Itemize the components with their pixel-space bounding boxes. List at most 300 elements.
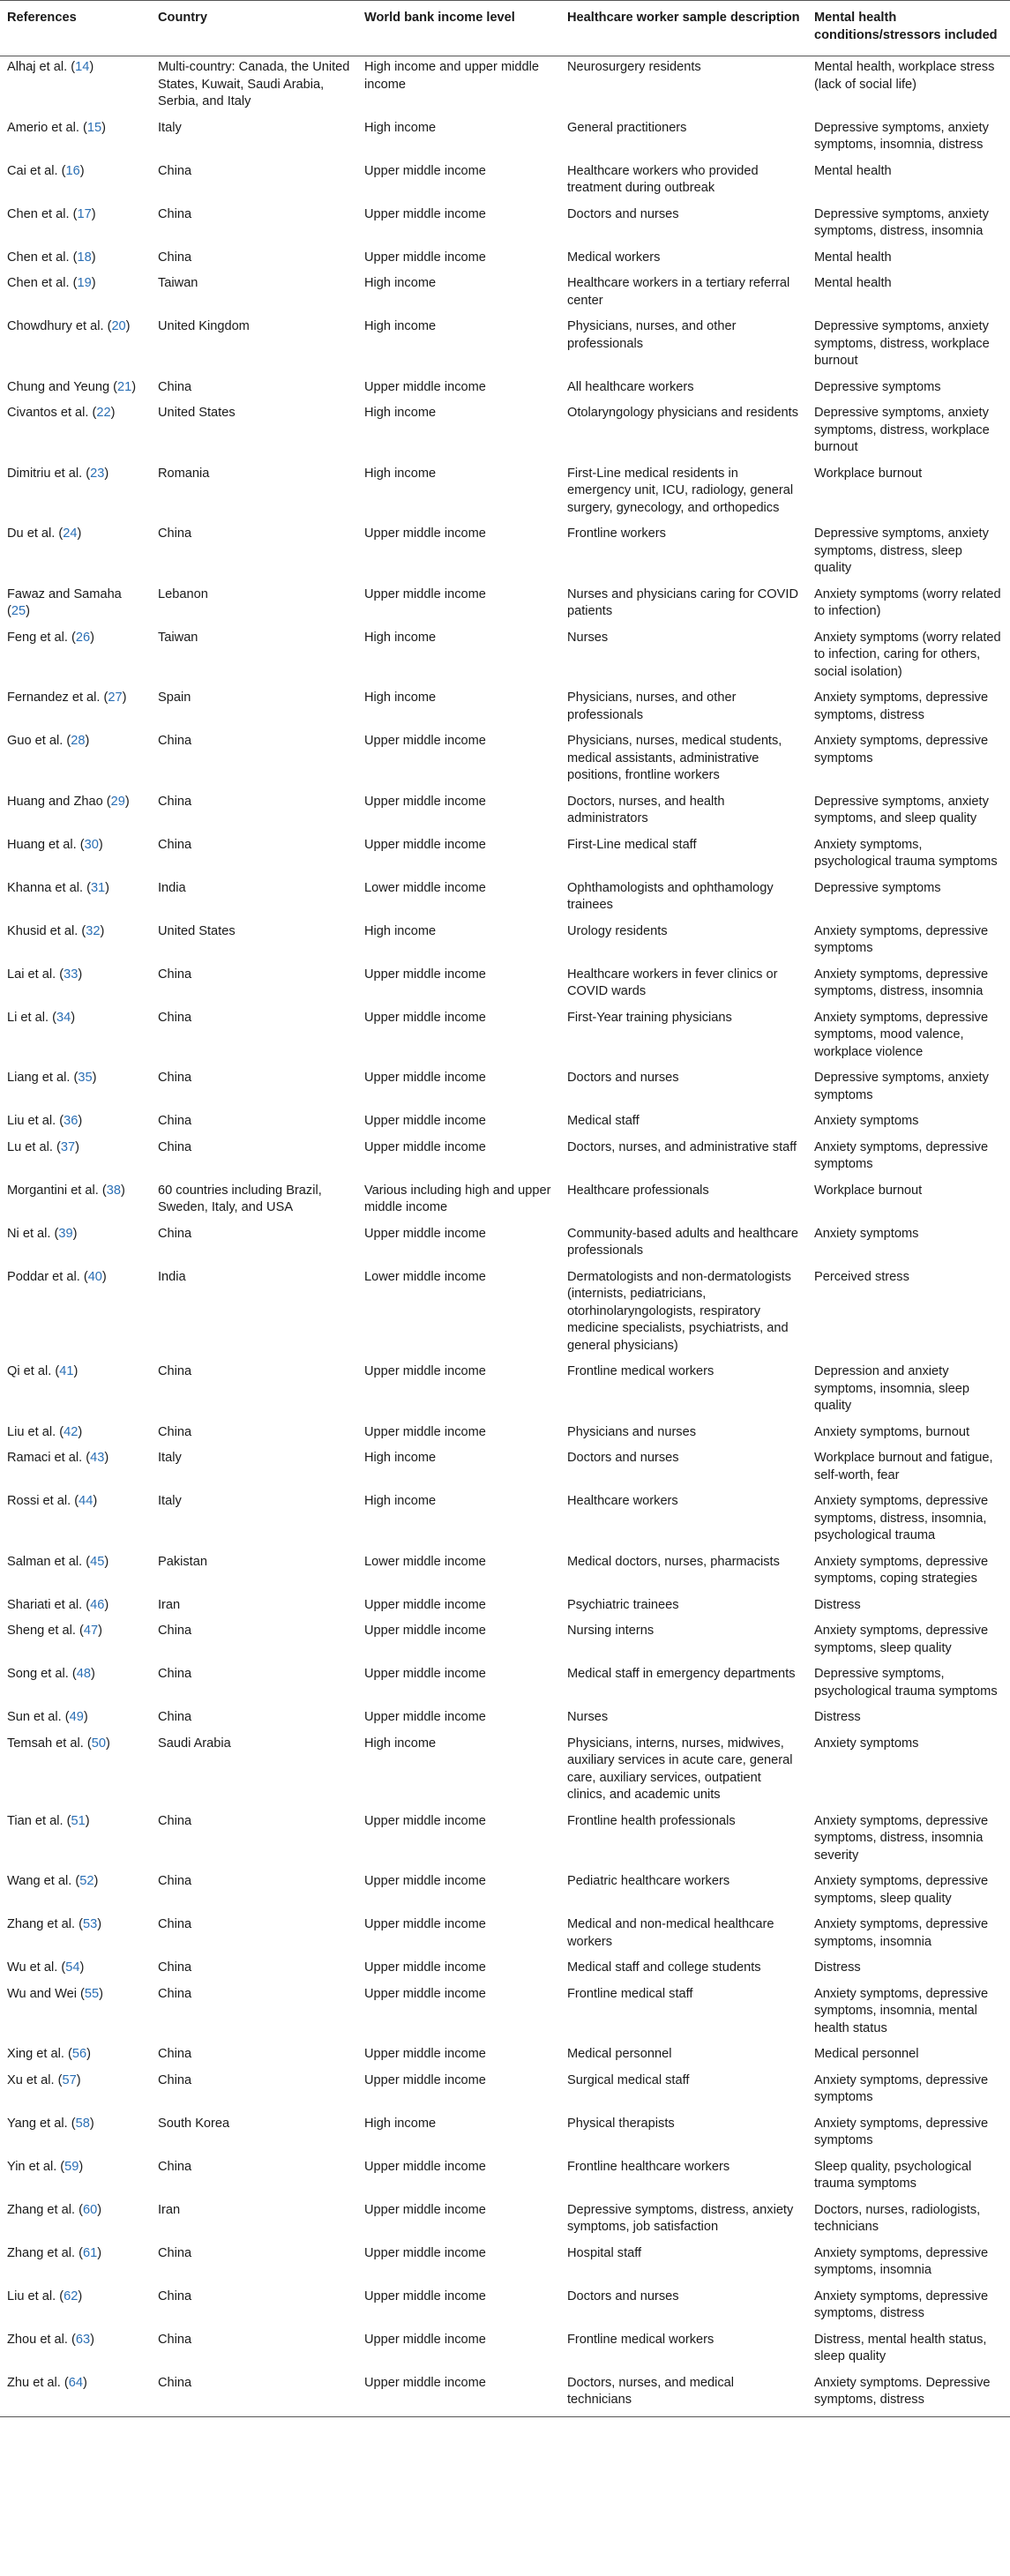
reference-cell: Yin et al. (59): [7, 2159, 84, 2174]
reference-cell: Morgantini et al. (38): [7, 1183, 125, 1198]
country-cell: China: [158, 1986, 192, 2001]
conditions-cell: Anxiety symptoms, depressive symptoms, distress: [814, 2289, 989, 2320]
conditions-cell: Anxiety symptoms, depressive symptoms, distress, insomnia, psychological trauma: [814, 1494, 989, 1542]
sample-description-cell: First-Line medical staff: [567, 837, 697, 852]
conditions-cell: Workplace burnout: [814, 1183, 923, 1198]
country-cell: United States: [158, 923, 236, 938]
reference-number-link[interactable]: 20: [111, 319, 126, 333]
sample-description-cell: Medical workers: [567, 250, 661, 265]
table-row: [0, 247, 1010, 273]
table-row: [0, 2043, 1010, 2070]
sample-description-cell: Otolaryngology physicians and residents: [567, 406, 799, 420]
reference-number-link[interactable]: 17: [77, 206, 92, 221]
conditions-cell: Depressive symptoms, anxiety symptoms, distress, workplace burnout: [814, 406, 990, 454]
country-cell: Taiwan: [158, 276, 198, 290]
reference-number-link[interactable]: 44: [79, 1494, 94, 1508]
country-cell: China: [158, 1114, 192, 1128]
table-row: [0, 2113, 1010, 2156]
country-cell: India: [158, 1269, 186, 1284]
reference-cell: Wu et al. (54): [7, 1960, 85, 1975]
table-row: [0, 1180, 1010, 1223]
income-level-cell: High income: [364, 319, 437, 333]
reference-number-link[interactable]: 30: [84, 837, 99, 852]
reference-name: Shariati et al.: [7, 1597, 83, 1612]
reference-cell: Chen et al. (18): [7, 250, 96, 265]
reference-number-link[interactable]: 52: [79, 1874, 94, 1888]
reference-cell: Yang et al. (58): [7, 2116, 94, 2131]
sample-description-cell: Healthcare professionals: [567, 1183, 709, 1198]
income-level-cell: Upper middle income: [364, 967, 486, 982]
country-cell: 60 countries including Brazil, Sweden, Italy, and USA: [158, 1183, 322, 1214]
reference-cell: Liu et al. (36): [7, 1114, 83, 1128]
conditions-cell: Mental health: [814, 163, 892, 178]
income-level-cell: High income and upper middle income: [364, 60, 539, 92]
reference-number-link[interactable]: 45: [90, 1554, 105, 1569]
income-level-cell: Upper middle income: [364, 206, 486, 221]
income-level-cell: High income: [364, 1451, 437, 1465]
country-cell: Spain: [158, 691, 191, 705]
reference-number-link[interactable]: 64: [68, 2375, 83, 2390]
reference-number-link[interactable]: 49: [69, 1710, 84, 1724]
header-country: Country: [151, 1, 357, 56]
reference-name: Sun et al.: [7, 1710, 62, 1724]
income-level-cell: Upper middle income: [364, 1960, 486, 1975]
reference-name: Wang et al.: [7, 1874, 72, 1888]
income-level-cell: Various including high and upper middle income: [364, 1183, 551, 1214]
sample-description-cell: Frontline medical workers: [567, 2332, 714, 2347]
reference-name: Chung and Yeung: [7, 379, 110, 394]
conditions-cell: Anxiety symptoms (worry related to infection): [814, 586, 1001, 618]
country-cell: Saudi Arabia: [158, 1736, 231, 1751]
reference-cell: Khanna et al. (31): [7, 880, 110, 895]
header-conditions: Mental health conditions/stressors included: [807, 1, 1010, 56]
reference-name: Civantos et al.: [7, 406, 89, 420]
reference-cell: Wang et al. (52): [7, 1874, 99, 1888]
reference-number-link[interactable]: 50: [91, 1736, 106, 1751]
table-row: [0, 730, 1010, 791]
reference-number-link[interactable]: 42: [64, 1424, 79, 1439]
reference-name: Liang et al.: [7, 1071, 71, 1085]
income-level-cell: High income: [364, 923, 437, 938]
income-level-cell: Lower middle income: [364, 1554, 486, 1569]
reference-name: Sheng et al.: [7, 1624, 76, 1638]
country-cell: China: [158, 250, 192, 265]
sample-description-cell: Dermatologists and non-dermatologists (internists, pediatricians, otorhinolaryngologists, respiratory medicine specialists, psychiatrists, and general physicians): [567, 1269, 791, 1353]
country-cell: Lebanon: [158, 586, 208, 601]
reference-name: Morgantini et al.: [7, 1183, 99, 1198]
reference-name: Liu et al.: [7, 2289, 56, 2303]
reference-name: Lu et al.: [7, 1139, 53, 1154]
reference-number-link[interactable]: 35: [78, 1071, 93, 1085]
table-row: [0, 1983, 1010, 2044]
reference-name: Liu et al.: [7, 1424, 56, 1439]
reference-cell: Liang et al. (35): [7, 1071, 97, 1085]
reference-cell: Tian et al. (51): [7, 1813, 90, 1828]
conditions-cell: Anxiety symptoms, burnout: [814, 1424, 970, 1439]
sample-description-cell: Frontline medical staff: [567, 1986, 693, 2001]
reference-cell: Ni et al. (39): [7, 1226, 78, 1241]
reference-number-link[interactable]: 46: [90, 1597, 105, 1612]
table-row: [0, 1223, 1010, 1266]
sample-description-cell: Frontline health professionals: [567, 1813, 736, 1828]
sample-description-cell: Doctors, nurses, and medical technicians: [560, 2372, 807, 2417]
table-row: [0, 1067, 1010, 1110]
income-level-cell: Upper middle income: [364, 2289, 486, 2303]
income-level-cell: Upper middle income: [357, 2372, 560, 2417]
conditions-cell: Anxiety symptoms, depressive symptoms, insomnia: [814, 1917, 989, 1949]
table-row: [0, 1137, 1010, 1180]
conditions-cell: Medical personnel: [814, 2047, 919, 2061]
reference-name: Zhang et al.: [7, 2245, 76, 2260]
reference-name: Xu et al.: [7, 2072, 55, 2087]
country-cell: China: [151, 2372, 357, 2417]
reference-number-link[interactable]: 40: [87, 1269, 102, 1284]
reference-cell: Liu et al. (42): [7, 1424, 83, 1439]
income-level-cell: Upper middle income: [364, 1597, 486, 1612]
income-level-cell: Upper middle income: [364, 163, 486, 178]
reference-number-link[interactable]: 34: [56, 1010, 71, 1025]
income-level-cell: Upper middle income: [364, 1667, 486, 1681]
conditions-cell: Anxiety symptoms: [814, 1114, 919, 1128]
sample-description-cell: Doctors, nurses, and administrative staff: [567, 1139, 797, 1154]
reference-cell: Feng et al. (26): [7, 630, 94, 645]
sample-description-cell: Psychiatric trainees: [567, 1597, 679, 1612]
reference-name: Huang et al.: [7, 837, 77, 852]
reference-number-link[interactable]: 48: [76, 1667, 91, 1681]
income-level-cell: Upper middle income: [364, 250, 486, 265]
conditions-cell: Depressive symptoms, anxiety symptoms, and sleep quality: [814, 794, 989, 825]
conditions-cell: Depressive symptoms, anxiety symptoms, distress, workplace burnout: [814, 319, 990, 368]
income-level-cell: Lower middle income: [364, 1269, 486, 1284]
country-cell: China: [158, 1226, 192, 1241]
reference-number-link[interactable]: 26: [75, 630, 91, 645]
sample-description-cell: Medical personnel: [567, 2047, 672, 2061]
country-cell: Romania: [158, 466, 210, 481]
reference-number-link[interactable]: 63: [75, 2332, 91, 2347]
reference-cell: Zhang et al. (60): [7, 2202, 102, 2217]
reference-name: Zhang et al.: [7, 2202, 76, 2217]
reference-cell: Dimitriu et al. (23): [7, 466, 109, 481]
sample-description-cell: Doctors and nurses: [567, 206, 679, 221]
reference-name: Amerio et al.: [7, 120, 79, 135]
income-level-cell: Upper middle income: [364, 379, 486, 394]
sample-description-cell: Nurses: [567, 630, 609, 645]
conditions-cell: Distress, mental health status, sleep quality: [814, 2332, 987, 2363]
income-level-cell: Upper middle income: [364, 526, 486, 541]
reference-cell: Du et al. (24): [7, 526, 82, 541]
reference-cell: Xing et al. (56): [7, 2047, 91, 2061]
country-cell: Iran: [158, 1597, 181, 1612]
conditions-cell: Workplace burnout: [814, 466, 923, 481]
table-row: [0, 2372, 1010, 2417]
sample-description-cell: Medical staff: [567, 1114, 640, 1128]
country-cell: China: [158, 837, 192, 852]
conditions-cell: Anxiety symptoms (worry related to infection, caring for others, social isolation): [814, 630, 1001, 679]
income-level-cell: Upper middle income: [364, 2332, 486, 2347]
reference-cell: Song et al. (48): [7, 1667, 95, 1681]
reference-number-link[interactable]: 25: [11, 604, 26, 618]
conditions-cell: Anxiety symptoms, depressive symptoms, sleep quality: [814, 1624, 989, 1655]
country-cell: China: [158, 1424, 192, 1439]
reference-name: Khanna et al.: [7, 880, 84, 895]
reference-cell: Temsah et al. (50): [7, 1736, 110, 1751]
reference-number-link[interactable]: 16: [65, 163, 80, 178]
reference-name: Chen et al.: [7, 250, 70, 265]
table-row: [0, 1266, 1010, 1362]
income-level-cell: Upper middle income: [364, 837, 486, 852]
reference-number-link[interactable]: 23: [90, 466, 105, 481]
income-level-cell: Upper middle income: [364, 1624, 486, 1638]
reference-number-link[interactable]: 62: [64, 2289, 79, 2303]
reference-name: Liu et al.: [7, 1114, 56, 1128]
conditions-cell: Perceived stress: [814, 1269, 909, 1284]
table-row: [0, 627, 1010, 688]
reference-cell: Fernandez et al. (27): [7, 691, 127, 705]
reference-number-link[interactable]: 43: [90, 1451, 105, 1465]
table-row: [0, 1447, 1010, 1490]
country-cell: China: [158, 1917, 192, 1931]
reference-name: Chowdhury et al.: [7, 319, 104, 333]
reference-name: Xing et al.: [7, 2047, 64, 2061]
country-cell: China: [158, 1071, 192, 1085]
income-level-cell: Upper middle income: [364, 1139, 486, 1154]
reference-number-link[interactable]: 32: [86, 923, 101, 938]
country-cell: India: [158, 880, 186, 895]
reference-name: Salman et al.: [7, 1554, 83, 1569]
sample-description-cell: Depressive symptoms, distress, anxiety symptoms, job satisfaction: [567, 2202, 794, 2234]
sample-description-cell: Doctors and nurses: [567, 1071, 679, 1085]
reference-number-link[interactable]: 51: [71, 1813, 86, 1828]
table-row: [0, 584, 1010, 627]
table-row: [0, 463, 1010, 524]
reference-number-link[interactable]: 54: [65, 1960, 80, 1975]
reference-number-link[interactable]: 47: [83, 1624, 99, 1638]
reference-number-link[interactable]: 29: [110, 794, 125, 809]
conditions-cell: Depressive symptoms: [814, 880, 941, 895]
sample-description-cell: First-Year training physicians: [567, 1010, 732, 1025]
reference-number-link[interactable]: 38: [106, 1183, 121, 1198]
conditions-cell: Distress: [814, 1960, 861, 1975]
income-level-cell: Upper middle income: [364, 2202, 486, 2217]
conditions-cell: Sleep quality, psychological trauma symptoms: [814, 2159, 972, 2191]
reference-number-link[interactable]: 57: [62, 2072, 77, 2087]
sample-description-cell: Nurses: [567, 1710, 609, 1724]
reference-cell: Ramaci et al. (43): [7, 1451, 109, 1465]
table-row: [0, 1957, 1010, 1983]
table-row: [0, 2070, 1010, 2113]
table-row: [0, 377, 1010, 403]
reference-cell: Xu et al. (57): [7, 2072, 81, 2087]
country-cell: Italy: [158, 1451, 182, 1465]
sample-description-cell: Medical doctors, nurses, pharmacists: [567, 1554, 780, 1569]
reference-number-link[interactable]: 37: [60, 1139, 76, 1154]
reference-cell: Fawaz and Samaha (25): [7, 586, 122, 618]
reference-cell: Huang and Zhao (29): [7, 794, 130, 809]
table-row: [0, 2156, 1010, 2199]
country-cell: China: [158, 967, 192, 982]
reference-number-link[interactable]: 58: [75, 2116, 90, 2131]
country-cell: China: [158, 2332, 192, 2347]
reference-number-link[interactable]: 55: [84, 1986, 100, 2001]
reference-name: Fernandez et al.: [7, 691, 101, 705]
table-row: [0, 273, 1010, 316]
table-row: [0, 1870, 1010, 1914]
country-cell: China: [158, 526, 192, 541]
income-level-cell: Upper middle income: [364, 1874, 486, 1888]
country-cell: China: [158, 2072, 192, 2087]
income-level-cell: Upper middle income: [364, 1917, 486, 1931]
income-level-cell: High income: [364, 691, 437, 705]
conditions-cell: Anxiety symptoms, depressive symptoms: [814, 734, 989, 765]
header-row: [0, 1, 1010, 56]
conditions-cell: Depressive symptoms, anxiety symptoms: [814, 1071, 989, 1102]
table-row: [0, 161, 1010, 204]
income-level-cell: Upper middle income: [364, 2047, 486, 2061]
table-row: [0, 2286, 1010, 2329]
reference-number-link[interactable]: 41: [59, 1364, 74, 1378]
income-level-cell: High income: [364, 630, 437, 645]
reference-name: Fawaz and Samaha: [7, 586, 122, 601]
reference-cell: Alhaj et al. (14): [7, 60, 94, 74]
reference-name: Poddar et al.: [7, 1269, 80, 1284]
income-level-cell: Upper middle income: [364, 734, 486, 748]
country-cell: China: [158, 2245, 192, 2260]
country-cell: China: [158, 1960, 192, 1975]
country-cell: China: [158, 1624, 192, 1638]
country-cell: China: [158, 2289, 192, 2303]
reference-number-link[interactable]: 18: [77, 250, 92, 265]
conditions-cell: Depressive symptoms, anxiety symptoms, distress, sleep quality: [814, 526, 989, 575]
sample-description-cell: Medical staff and college students: [567, 1960, 761, 1975]
reference-cell: Chowdhury et al. (20): [7, 319, 131, 333]
country-cell: China: [158, 1010, 192, 1025]
reference-number-link[interactable]: 33: [64, 967, 79, 982]
income-level-cell: High income: [364, 120, 437, 135]
conditions-cell: Distress: [814, 1710, 861, 1724]
reference-number-link[interactable]: 27: [108, 691, 123, 705]
reference-name: Li et al.: [7, 1010, 49, 1025]
table-row: [0, 2199, 1010, 2243]
sample-description-cell: Doctors and nurses: [567, 1451, 679, 1465]
reference-number-link[interactable]: 19: [77, 276, 92, 290]
reference-number-link[interactable]: 60: [83, 2202, 98, 2217]
reference-cell: Guo et al. (28): [7, 734, 90, 748]
reference-name: Dimitriu et al.: [7, 466, 83, 481]
conditions-cell: Mental health: [814, 276, 892, 290]
sample-description-cell: Medical staff in emergency departments: [567, 1667, 796, 1681]
table-row: [0, 1733, 1010, 1811]
reference-number-link[interactable]: 36: [64, 1114, 79, 1128]
table-row: [0, 921, 1010, 964]
reference-number-link[interactable]: 31: [90, 880, 106, 895]
sample-description-cell: Frontline workers: [567, 526, 666, 541]
income-level-cell: Upper middle income: [364, 794, 486, 809]
conditions-cell: Anxiety symptoms, depressive symptoms, sleep quality: [814, 1874, 989, 1906]
income-level-cell: Upper middle income: [364, 1986, 486, 2001]
sample-description-cell: Frontline healthcare workers: [567, 2159, 730, 2174]
country-cell: China: [158, 1139, 192, 1154]
income-level-cell: Upper middle income: [364, 2159, 486, 2174]
reference-cell: Khusid et al. (32): [7, 923, 105, 938]
reference-number-link[interactable]: 21: [116, 379, 132, 394]
reference-number-link[interactable]: 22: [96, 406, 111, 420]
reference-cell: Poddar et al. (40): [7, 1269, 107, 1284]
reference-number-link[interactable]: 61: [83, 2245, 98, 2260]
table-row: [0, 1551, 1010, 1594]
reference-cell: Zhang et al. (53): [7, 1917, 102, 1931]
reference-name: Zhu et al.: [7, 2375, 61, 2390]
reference-name: Lai et al.: [7, 967, 56, 982]
reference-name: Qi et al.: [7, 1364, 52, 1378]
country-cell: Iran: [158, 2202, 181, 2217]
reference-cell: Liu et al. (62): [7, 2289, 83, 2303]
table-row: [0, 1490, 1010, 1551]
reference-number-link[interactable]: 14: [75, 60, 90, 74]
reference-number-link[interactable]: 59: [64, 2159, 79, 2174]
table-row: [0, 204, 1010, 247]
country-cell: Pakistan: [158, 1554, 207, 1569]
income-level-cell: Upper middle income: [364, 1114, 486, 1128]
conditions-cell: Anxiety symptoms, depressive symptoms, distress: [814, 691, 989, 722]
table-row: [0, 1914, 1010, 1957]
reference-number-link[interactable]: 53: [83, 1917, 98, 1931]
reference-cell: Chen et al. (17): [7, 206, 96, 221]
conditions-cell: Anxiety symptoms, depressive symptoms: [814, 923, 989, 955]
table-row: [0, 1620, 1010, 1663]
sample-description-cell: First-Line medical residents in emergency unit, ICU, radiology, general surgery, gynecology, and orthopedics: [567, 466, 794, 515]
reference-name: Chen et al.: [7, 206, 70, 221]
table-row: [0, 523, 1010, 584]
reference-name: Du et al.: [7, 526, 56, 541]
reference-number-link[interactable]: 39: [58, 1226, 73, 1241]
reference-cell: Cai et al. (16): [7, 163, 85, 178]
country-cell: China: [158, 2159, 192, 2174]
conditions-cell: Depressive symptoms, anxiety symptoms, insomnia, distress: [814, 120, 989, 152]
conditions-cell: Mental health: [814, 250, 892, 265]
header-income-level: World bank income level: [357, 1, 560, 56]
country-cell: China: [158, 794, 192, 809]
conditions-cell: Anxiety symptoms, depressive symptoms, mood valence, workplace violence: [814, 1010, 989, 1059]
table-body: [0, 56, 1010, 2417]
reference-number-link[interactable]: 28: [71, 734, 86, 748]
sample-description-cell: Healthcare workers: [567, 1494, 678, 1508]
country-cell: United Kingdom: [158, 319, 250, 333]
income-level-cell: High income: [364, 406, 437, 420]
reference-cell: Li et al. (34): [7, 1010, 76, 1025]
sample-description-cell: Medical and non-medical healthcare workers: [567, 1917, 774, 1949]
income-level-cell: Lower middle income: [364, 880, 486, 895]
conditions-cell: Anxiety symptoms, depressive symptoms, distress, insomnia severity: [814, 1813, 989, 1863]
sample-description-cell: Physicians and nurses: [567, 1424, 697, 1439]
income-level-cell: High income: [364, 1494, 437, 1508]
reference-name: Ni et al.: [7, 1226, 51, 1241]
table-header: [0, 1, 1010, 56]
conditions-cell: Anxiety symptoms, depressive symptoms, insomnia, mental health status: [814, 1986, 989, 2035]
reference-number-link[interactable]: 56: [71, 2047, 87, 2061]
reference-cell: Wu and Wei (55): [7, 1986, 103, 2001]
conditions-cell: Depression and anxiety symptoms, insomnia, sleep quality: [814, 1364, 970, 1413]
reference-cell: Rossi et al. (44): [7, 1494, 98, 1508]
conditions-cell: Workplace burnout and fatigue, self-worth, fear: [814, 1451, 993, 1482]
reference-cell: Amerio et al. (15): [7, 120, 106, 135]
reference-number-link[interactable]: 15: [86, 120, 102, 135]
income-level-cell: Upper middle income: [364, 1813, 486, 1828]
reference-number-link[interactable]: 24: [63, 526, 78, 541]
country-cell: China: [158, 1813, 192, 1828]
reference-name: Alhaj et al.: [7, 60, 68, 74]
reference-cell: Huang et al. (30): [7, 837, 103, 852]
table-row: [0, 1663, 1010, 1706]
